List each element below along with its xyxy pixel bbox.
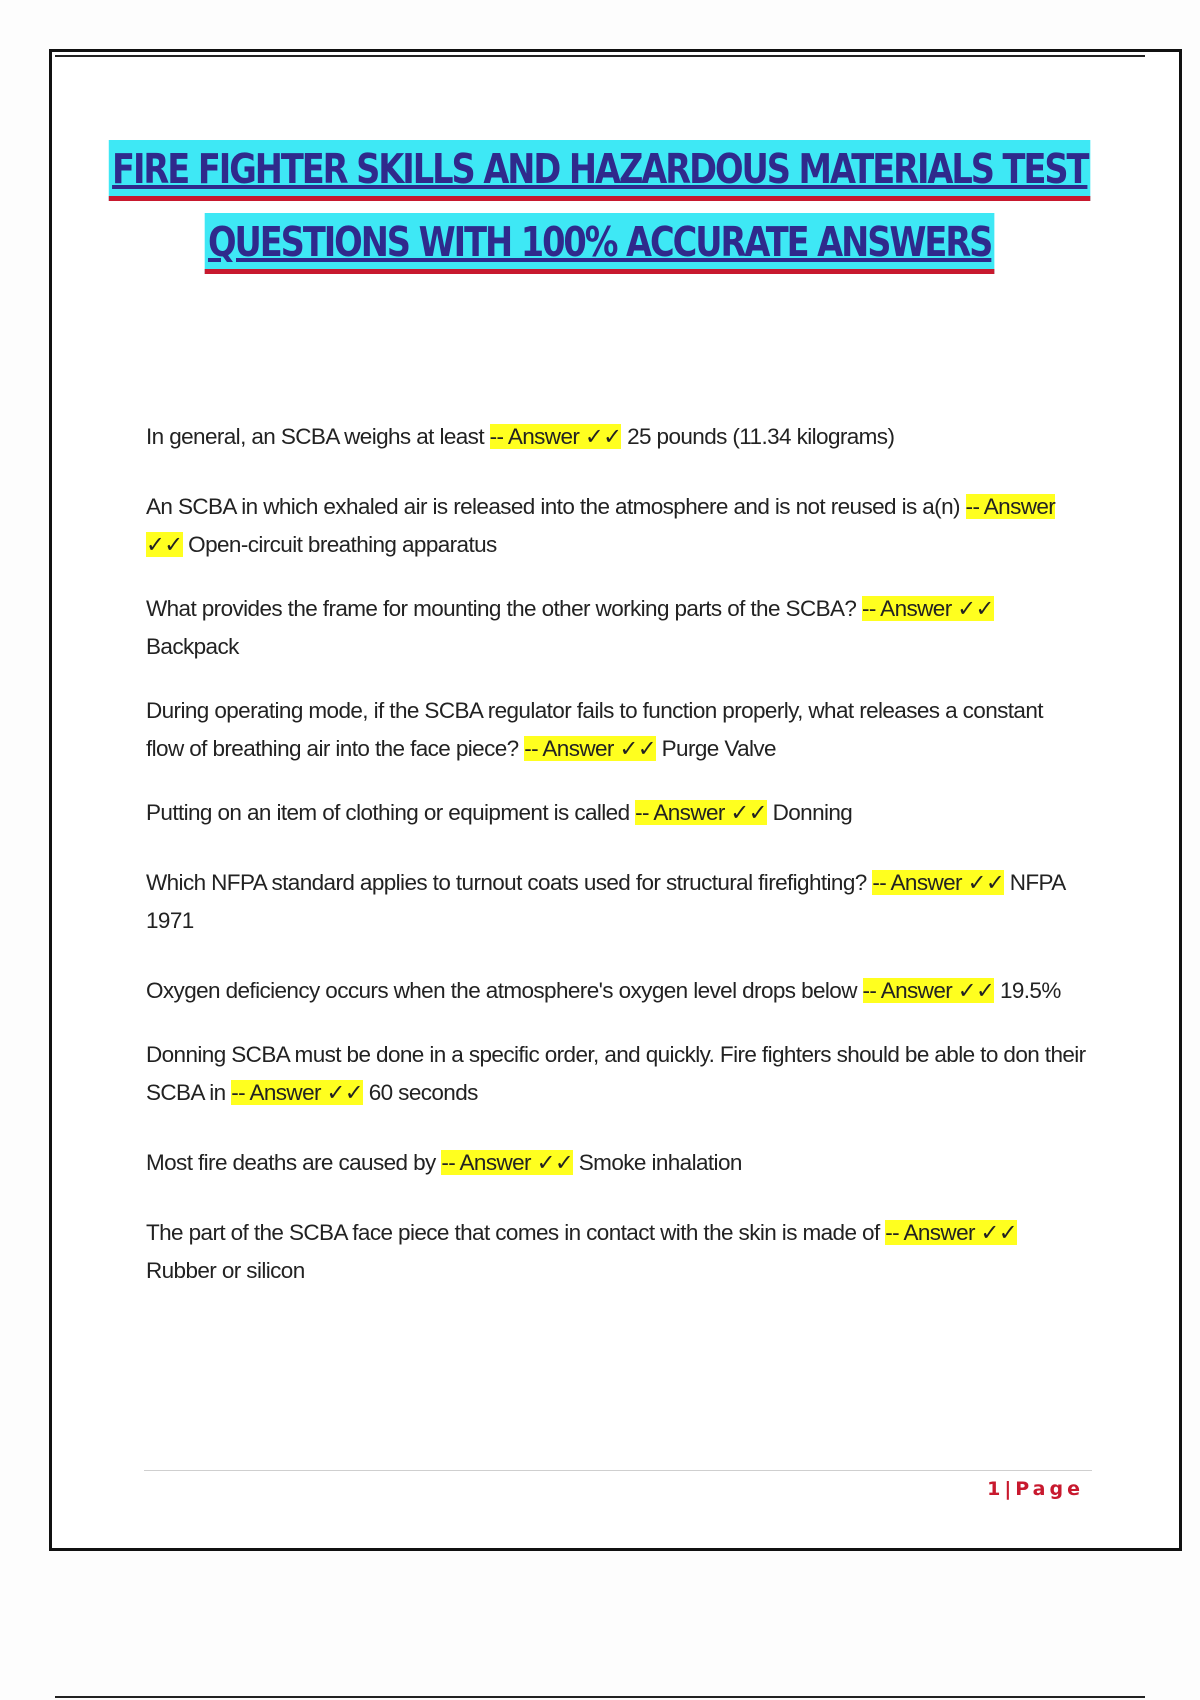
qa-item: [146, 488, 1086, 564]
question-text: Donning SCBA must be done in a specific order, and quickly. Fire fighters should be able to don their SCBA in: [146, 1042, 1086, 1105]
answer-text: 60 seconds: [368, 1080, 478, 1105]
question-text: Most fire deaths are caused by: [146, 1150, 442, 1175]
qa-item: [146, 1214, 1086, 1290]
qa-list: [146, 418, 1086, 1290]
qa-item: [146, 972, 1086, 1010]
answer-marker: -- Answer ✓✓: [885, 1220, 1018, 1245]
answer-text: Open-circuit breathing apparatus: [188, 532, 497, 557]
qa-item: [146, 1144, 1086, 1182]
answer-marker: -- Answer ✓✓: [862, 978, 995, 1003]
qa-item: [146, 1036, 1086, 1112]
answer-marker: -- Answer ✓✓: [524, 736, 656, 761]
question-text: An SCBA in which exhaled air is released into the atmosphere and is not reused is a(n): [146, 494, 966, 519]
question-text: Which NFPA standard applies to turnout coats used for structural firefighting?: [146, 870, 873, 895]
answer-text: Backpack: [146, 634, 239, 659]
answer-marker: -- Answer ✓✓: [861, 596, 994, 621]
answer-text: Rubber or silicon: [146, 1258, 305, 1283]
answer-marker: -- Answer ✓✓: [635, 800, 767, 825]
answer-text: Donning: [772, 800, 853, 825]
answer-marker: -- Answer ✓✓: [231, 1080, 364, 1105]
qa-item: [146, 692, 1086, 768]
answer-marker: -- Answer ✓✓: [146, 494, 1056, 557]
answer-text: Purge Valve: [661, 736, 776, 761]
qa-item: [146, 864, 1086, 940]
answer-text: 19.5%: [999, 978, 1061, 1003]
answer-marker: -- Answer ✓✓: [872, 870, 1005, 895]
footer-rule: [144, 1470, 1092, 1471]
bottom-rule: [55, 1696, 1145, 1698]
question-text: Oxygen deficiency occurs when the atmosphere's oxygen level drops below: [146, 978, 863, 1003]
question-text: During operating mode, if the SCBA regulator fails to function properly, what releases a constant flow of breathing air into the face piece?: [146, 698, 1043, 761]
title-line-1: FIRE FIGHTER SKILLS AND HAZARDOUS MATERIALS TEST: [109, 140, 1091, 201]
page-number: 1|Page: [987, 1478, 1084, 1500]
question-text: What provides the frame for mounting the other working parts of the SCBA?: [146, 596, 862, 621]
question-text: Putting on an item of clothing or equipment is called: [146, 800, 636, 825]
title-line-2: QUESTIONS WITH 100% ACCURATE ANSWERS: [205, 213, 995, 274]
answer-text: Smoke inhalation: [578, 1150, 742, 1175]
question-text: The part of the SCBA face piece that comes in contact with the skin is made of: [146, 1220, 886, 1245]
answer-text: 25 pounds (11.34 kilograms): [627, 424, 895, 449]
answer-text: NFPA 1971: [146, 870, 1065, 933]
question-text: In general, an SCBA weighs at least: [146, 424, 490, 449]
answer-marker: -- Answer ✓✓: [489, 424, 622, 449]
answer-marker: -- Answer ✓✓: [441, 1150, 574, 1175]
qa-item: [146, 590, 1086, 666]
qa-item: [146, 418, 1086, 456]
qa-item: [146, 794, 1086, 832]
top-rule: [55, 55, 1145, 57]
document-title: [0, 140, 1200, 274]
